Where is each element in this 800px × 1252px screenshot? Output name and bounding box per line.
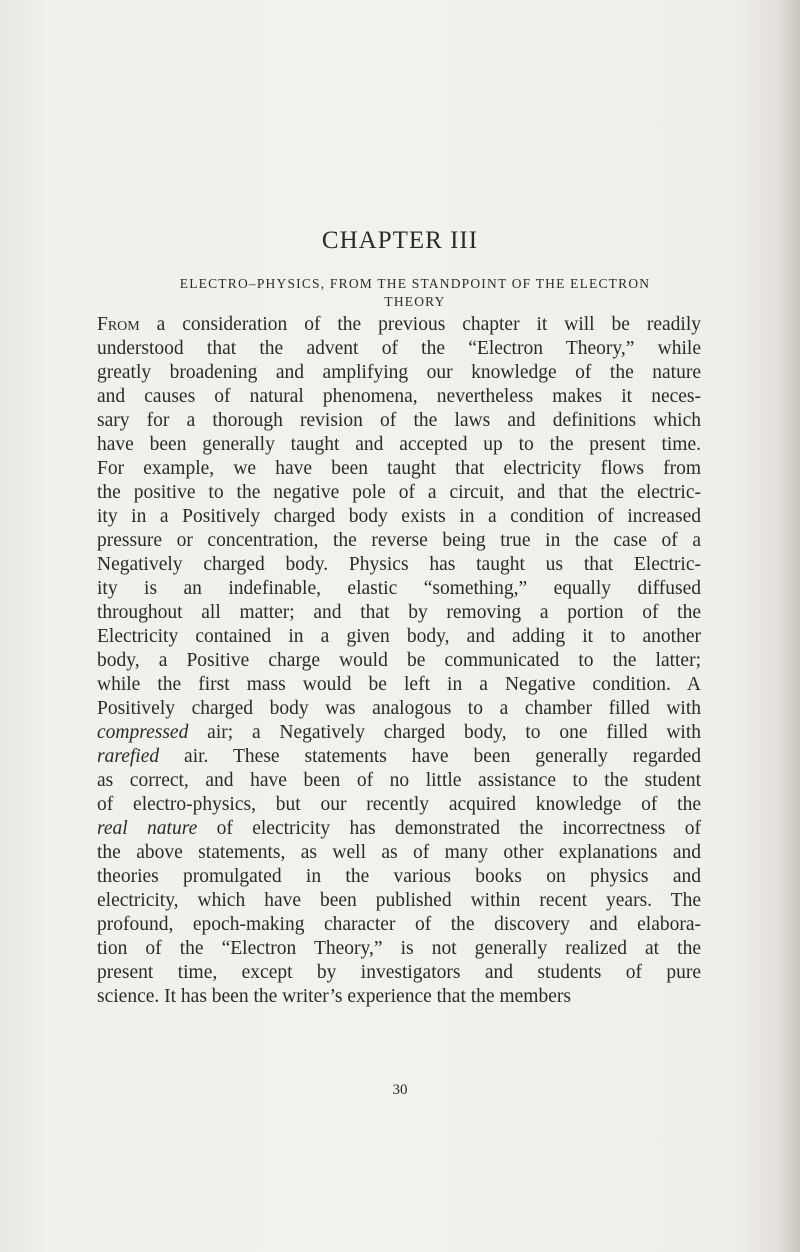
text-line: electricity, which have been published within recent years. The: [97, 890, 701, 911]
page-number: 30: [392, 1082, 408, 1098]
text-line: [97, 745, 701, 769]
text-line: ity in a Positively charged body exists in a condition of increased: [97, 506, 701, 527]
text-line: ity is an indefinable, elastic “something,” equally diffused: [97, 578, 701, 599]
text-line: theories promulgated in the various books on physics and: [97, 866, 701, 887]
text-line: the above statements, as well as of many other explanations and: [97, 842, 701, 863]
text-line: sary for a thorough revision of the laws and definitions which: [97, 410, 701, 431]
text-line: and causes of natural phenomena, nevertheless makes it neces-: [97, 386, 701, 407]
page-edge-shadow: [778, 0, 800, 1252]
text-line: profound, epoch-making character of the discovery and elabora-: [97, 914, 701, 935]
chapter-subtitle-line-1: ELECTRO–PHYSICS, FROM THE STANDPOINT OF THE ELECTRON: [179, 276, 651, 291]
body-paragraph: [97, 313, 701, 1009]
emphasis-text: real nature: [97, 818, 198, 839]
text-line: Electricity contained in a given body, and adding it to another: [97, 626, 701, 647]
text-line: [97, 313, 701, 337]
text-line-content: of electricity has demonstrated the incorrectness of: [197, 818, 701, 839]
text-line: understood that the advent of the “Electron Theory,” while: [97, 338, 701, 359]
text-line-content: air; a Negatively charged body, to one filled with: [188, 722, 701, 743]
text-line: the positive to the negative pole of a circuit, and that the electric-: [97, 482, 701, 503]
chapter-title: CHAPTER III: [321, 227, 479, 254]
text-line: [97, 721, 701, 745]
text-line: For example, we have been taught that electricity flows from: [97, 458, 701, 479]
text-line-content: air. These statements have been generally regarded: [159, 746, 701, 767]
text-line: Positively charged body was analogous to a chamber filled with: [97, 698, 701, 719]
emphasis-text: rarefied: [97, 746, 160, 767]
text-line: body, a Positive charge would be communicated to the latter;: [97, 650, 701, 671]
text-line: have been generally taught and accepted up to the present time.: [97, 434, 701, 455]
text-line: tion of the “Electron Theory,” is not generally realized at the: [97, 938, 701, 959]
text-line-content: a consideration of the previous chapter it will be readily: [139, 314, 701, 335]
text-line: science. It has been the writer’s experience that the members: [97, 986, 571, 1007]
text-line: pressure or concentration, the reverse being true in the case of a: [97, 530, 701, 551]
text-line: as correct, and have been of no little assistance to the student: [97, 770, 701, 791]
text-line: greatly broadening and amplifying our knowledge of the nature: [97, 362, 701, 383]
text-line: while the first mass would be left in a Negative condition. A: [97, 674, 701, 695]
drop-first-word: From: [97, 314, 140, 335]
chapter-subtitle-line-2: THEORY: [384, 294, 446, 309]
chapter-subtitle: [130, 275, 700, 311]
emphasis-text: compressed: [97, 722, 189, 743]
text-line: Negatively charged body. Physics has taught us that Electric-: [97, 554, 701, 575]
text-line: of electro-physics, but our recently acquired knowledge of the: [97, 794, 701, 815]
text-line: [97, 817, 701, 841]
text-line: present time, except by investigators and students of pure: [97, 962, 701, 983]
text-line: throughout all matter; and that by removing a portion of the: [97, 602, 701, 623]
